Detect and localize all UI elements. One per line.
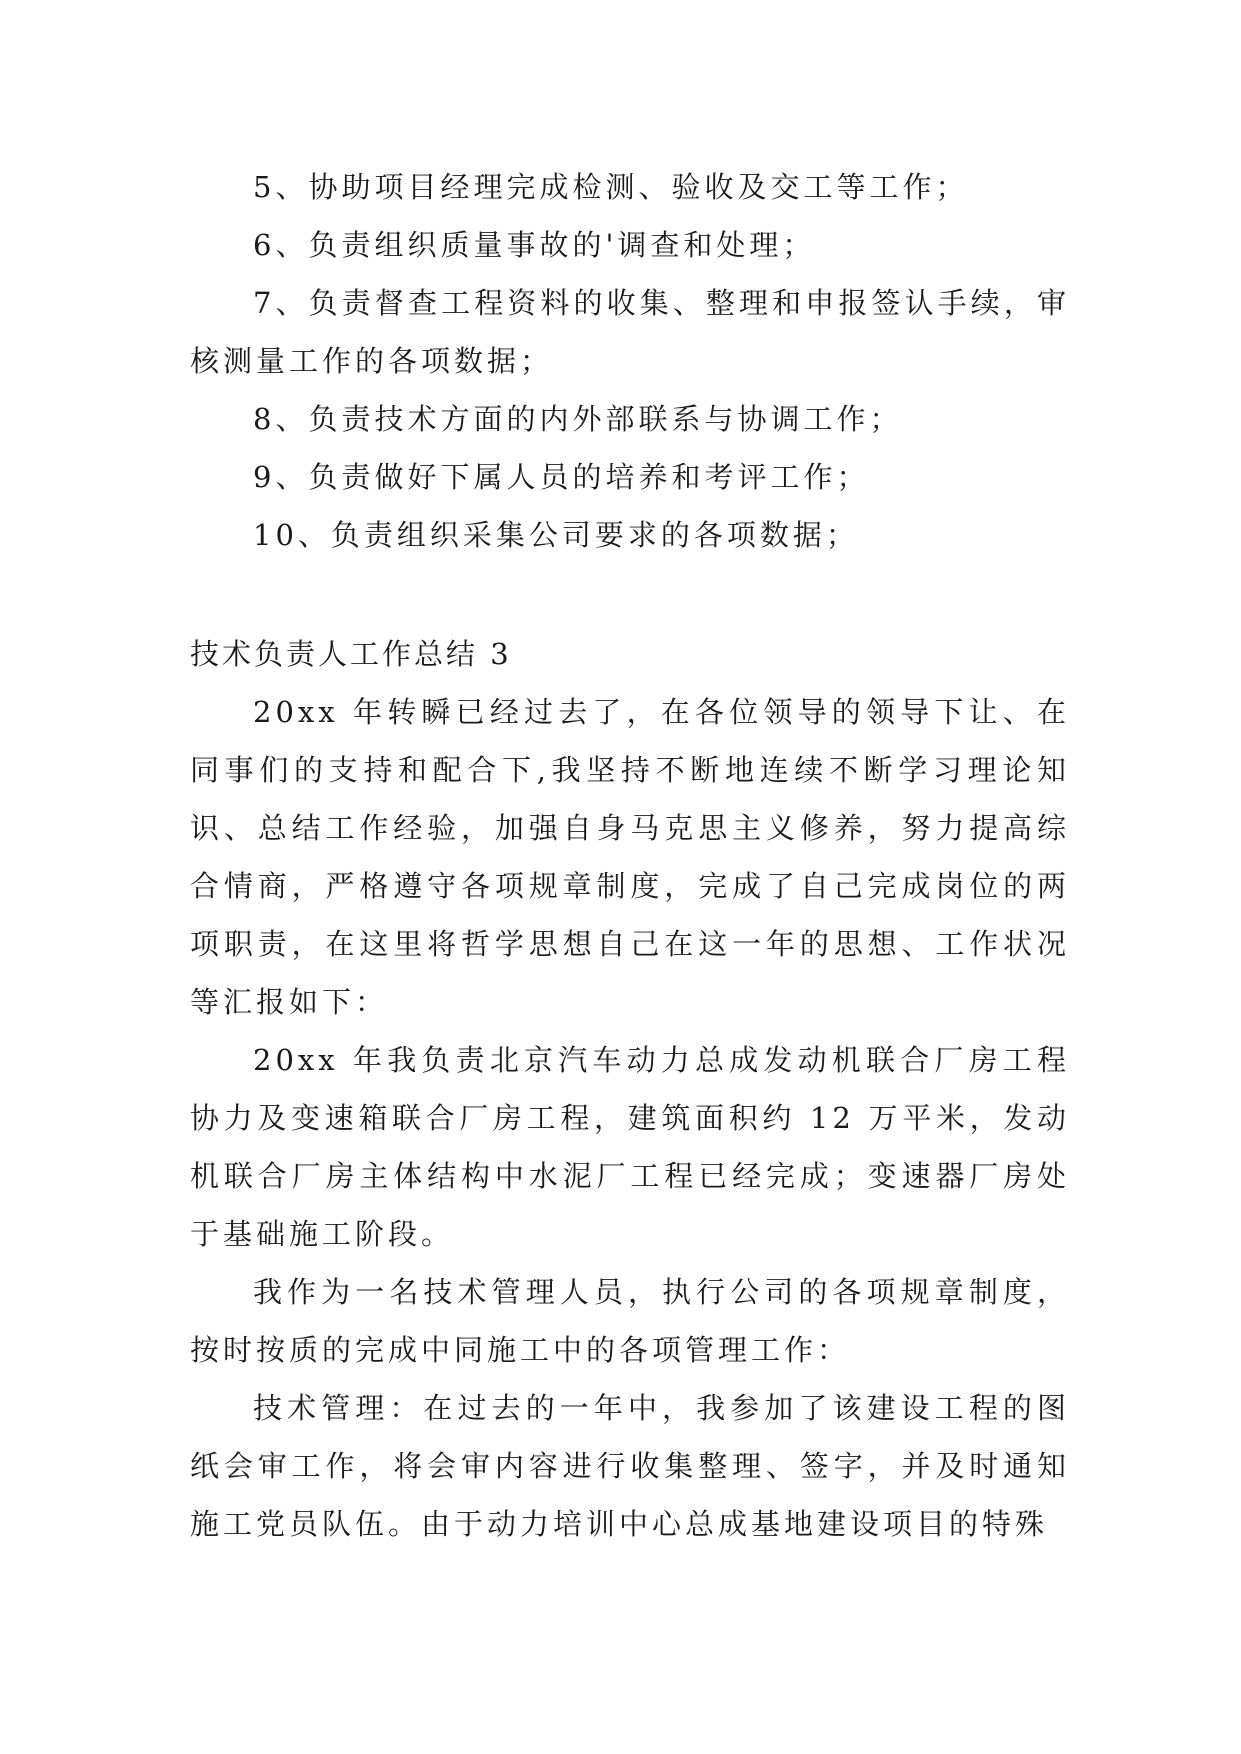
list-item: 6、负责组织质量事故的'调查和处理； — [253, 228, 816, 262]
list-item: 10、负责组织采集公司要求的各项数据； — [253, 518, 859, 552]
list-item: 7、负责督查工程资料的收集、整理和申报签认手续，审核测量工作的各项数据； — [190, 286, 1070, 378]
paragraph: 技术管理：在过去的一年中，我参加了该建设工程的图纸会审工作，将会审内容进行收集整理、签字，并及时通知施工党员队伍。由于动力培训中心总成基地建设项目的特殊 — [190, 1391, 1070, 1541]
section-title: 技术负责人工作总结 3 — [190, 637, 512, 671]
paragraph: 20xx 年转瞬已经过去了，在各位领导的领导下让、在同事们的支持和配合下,我坚持不断地连续不断学习理论知识、总结工作经验，加强自身马克思主义修养，努力提高综合情商，严格遵守各项规章制度，完成了自己完成岗位的两项职责，在这里将哲学思想自己在这一年的思想、工作状况等汇报如下： — [190, 695, 1070, 1019]
list-item: 5、协助项目经理完成检测、验收及交工等工作； — [253, 170, 969, 204]
list-item: 9、负责做好下属人员的培养和考评工作； — [253, 460, 870, 494]
paragraph: 我作为一名技术管理人员，执行公司的各项规章制度，按时按质的完成中同施工中的各项管理工作： — [190, 1275, 1070, 1367]
list-item: 8、负责技术方面的内外部联系与协调工作； — [253, 402, 903, 436]
paragraph: 20xx 年我负责北京汽车动力总成发动机联合厂房工程协力及变速箱联合厂房工程，建筑面积约 12 万平米，发动机联合厂房主体结构中水泥厂工程已经完成；变速器厂房处于基础施工阶段。 — [190, 1043, 1070, 1251]
document-body — [190, 158, 1070, 1553]
